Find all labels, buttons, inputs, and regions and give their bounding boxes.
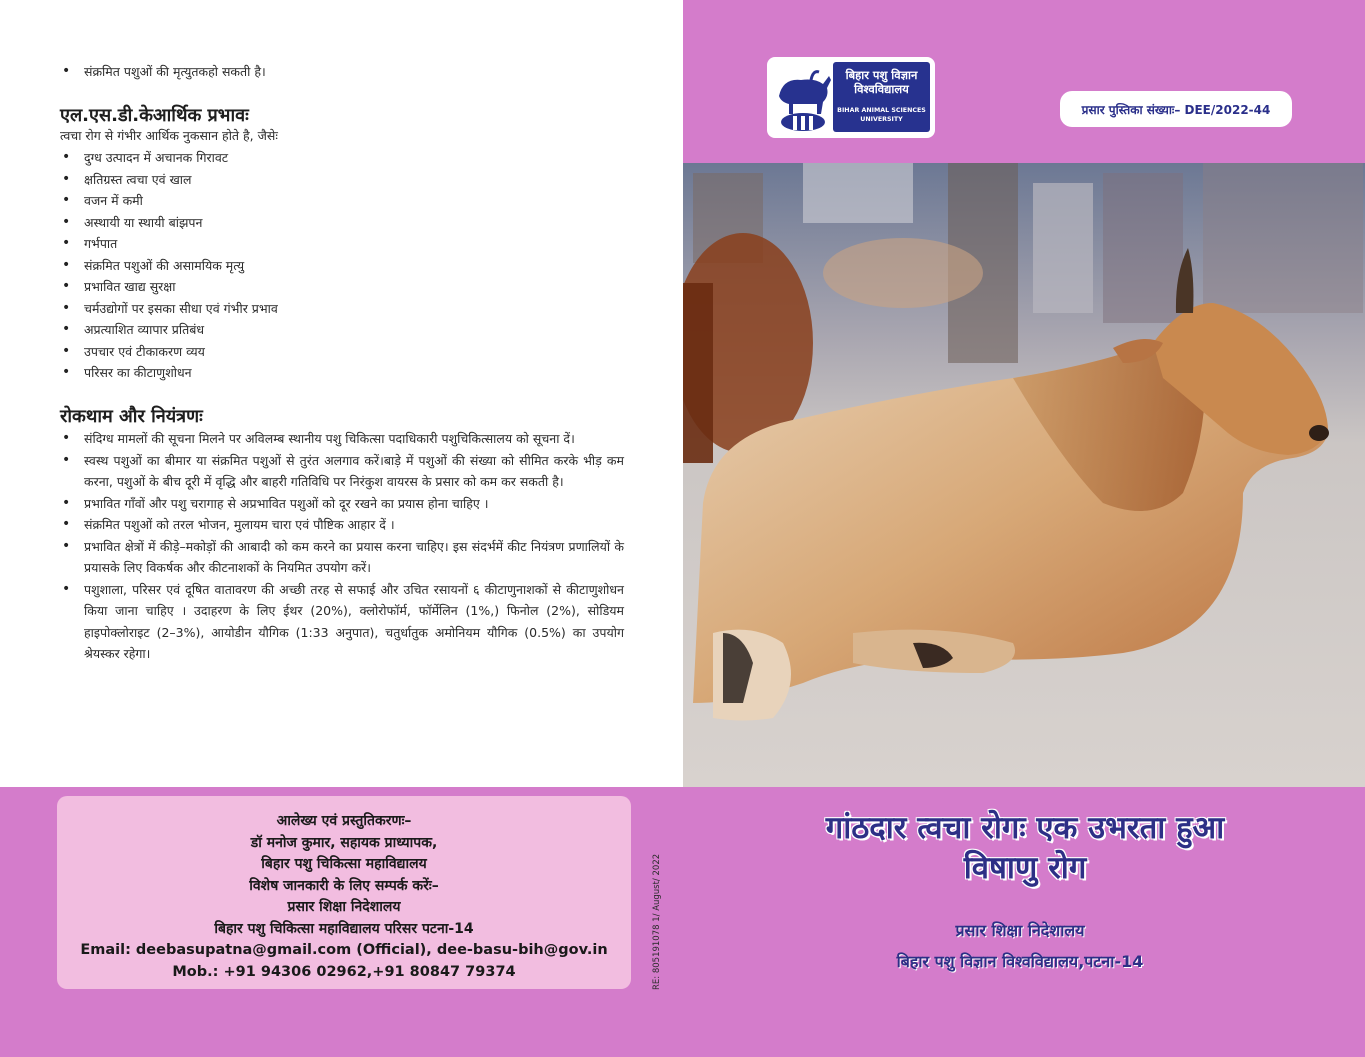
contact-address: बिहार पशु चिकित्सा महाविद्यालय परिसर पटना-14 bbox=[214, 920, 474, 937]
list-item: • स्वस्थ पशुओं का बीमार या संक्रमित पशुओं से तुरंत अलगाव करें।बाड़े में पशुओं की संख्या को सीमित करके भीड़ कम करना, पशुओं के बीच दूरी में वृद्धि और बाहरी गतिविधि पर निरंकुश वायरस के प्रसार को कम कर सकती है। bbox=[58, 450, 624, 493]
author-name: डॉ मनोज कुमार, सहायक प्राध्यापक, bbox=[250, 834, 438, 851]
list-item: • परिसर का कीटाणुशोधन bbox=[58, 362, 638, 384]
list-item: • दुग्ध उत्पादन में अचानक गिरावट bbox=[58, 147, 638, 169]
author-label: आलेख्य एवं प्रस्तुतिकरणः– bbox=[276, 813, 412, 829]
list-item: • गर्भपात bbox=[58, 233, 638, 255]
logo-hindi-line2: विश्वविद्यालय bbox=[854, 82, 909, 96]
logo-hindi-line1: बिहार पशु विज्ञान bbox=[845, 68, 918, 82]
bull-emblem-icon bbox=[771, 62, 835, 134]
contact-info-box bbox=[57, 796, 631, 989]
left-page bbox=[0, 0, 683, 787]
logo-english-line2: UNIVERSITY bbox=[860, 116, 903, 123]
list-item: • प्रभावित खाद्य सुरक्षा bbox=[58, 276, 638, 298]
logo-text-block bbox=[833, 62, 930, 132]
list-item: • प्रभावित क्षेत्रों में कीड़े–मकोड़ों की आबादी को कम करने का प्रयास करना चाहिए। इस संदर्भमें कीट नियंत्रण प्रणालियों के प्रयासके लिए विकर्षक और कीटनाशकों के नियमित उपयोग करें। bbox=[58, 536, 624, 579]
list-item: • वजन में कमी bbox=[58, 190, 638, 212]
logo-english-line1: BIHAR ANIMAL SCIENCES bbox=[837, 107, 926, 114]
university-logo bbox=[767, 57, 935, 138]
list-item: • पशुशाला, परिसर एवं दूषित वातावरण की अच्छी तरह से सफाई और उचित रसायनों ६ कीटाणुनाशकों से कीटाणुशोधन किया जाना चाहिए । उदाहरण के लिए ईथर (20%), क्लोरोफॉर्म, फॉर्मेलिन (1%,) फिनोल (2%), सोडियम हाइपोक्लोराइट (2–3%), आयोडीन यौगिक (1:33 अनुपात), चतुर्धातुक अमोनियम यौगिक (0.5%) का उपयोग श्रेयस्कर रहेगा। bbox=[58, 579, 624, 665]
list-item: • संक्रमित पशुओं की असामयिक मृत्यु bbox=[58, 255, 638, 277]
resting-cow-image bbox=[683, 163, 1365, 787]
prevention-control-heading: रोकथाम और नियंत्रणः bbox=[60, 406, 203, 427]
contact-mobile: Mob.: +91 94306 02962,+91 80847 79374 bbox=[172, 963, 516, 980]
list-item: • अस्थायी या स्थायी बांझपन bbox=[58, 212, 638, 234]
contact-label: विशेष जानकारी के लिए सम्पर्क करेंः– bbox=[249, 877, 439, 894]
publisher-line2: बिहार पशु विज्ञान विश्वविद्यालय,पटना-14 bbox=[896, 952, 1144, 971]
booklet-title bbox=[720, 808, 1330, 888]
list-item: • संदिग्ध मामलों की सूचना मिलने पर अविलम्ब स्थानीय पशु चिकित्सा पदाधिकारी पशुचिकित्सालय को सूचना दें। bbox=[58, 428, 624, 450]
cow-photo bbox=[683, 163, 1365, 787]
economic-impact-list bbox=[58, 147, 638, 384]
list-item: • संक्रमित पशुओं को तरल भोजन, मुलायम चारा एवं पौष्टिक आहार दें । bbox=[58, 514, 624, 536]
publisher-block bbox=[720, 915, 1320, 977]
registration-number: RE: 805191078 1/ August/ 2022 bbox=[652, 853, 662, 990]
economic-intro: त्वचा रोग से गंभीर आर्थिक नुकसान होते है, जैसेः bbox=[60, 128, 278, 143]
list-item: • प्रभावित गाँवों और पशु चरागाह से अप्रभावित पशुओं को दूर रखने का प्रयास होना चाहिए । bbox=[58, 493, 624, 515]
list-item: • अप्रत्याशित व्यापार प्रतिबंध bbox=[58, 319, 638, 341]
cover-header bbox=[683, 0, 1365, 163]
list-item: • क्षतिग्रस्त त्वचा एवं खाल bbox=[58, 169, 638, 191]
prevention-control-list bbox=[58, 428, 624, 665]
contact-directorate: प्रसार शिक्षा निदेशालय bbox=[287, 899, 401, 915]
title-line2: विषाणु रोग bbox=[963, 850, 1087, 886]
economic-impact-heading: एल.एस.डी.केआर्थिक प्रभावः bbox=[60, 105, 249, 126]
list-item: • चर्मउद्योगों पर इसका सीधा एवं गंभीर प्रभाव bbox=[58, 298, 638, 320]
contact-email: Email: deebasupatna@gmail.com (Official), dee-basu-bih@gov.in bbox=[80, 942, 608, 958]
top-bullet-list bbox=[58, 61, 638, 83]
publisher-line1: प्रसार शिक्षा निदेशालय bbox=[955, 921, 1085, 940]
list-item: • संक्रमित पशुओं की मृत्युतकहो सकती है। bbox=[58, 61, 638, 83]
publication-number-badge: प्रसार पुस्तिका संख्याः– DEE/2022-44 bbox=[1060, 91, 1292, 127]
author-college: बिहार पशु चिकित्सा महाविद्यालय bbox=[261, 856, 427, 872]
title-line1: गांठदार त्वचा रोगः एक उभरता हुआ bbox=[825, 810, 1225, 846]
list-item: • उपचार एवं टीकाकरण व्यय bbox=[58, 341, 638, 363]
